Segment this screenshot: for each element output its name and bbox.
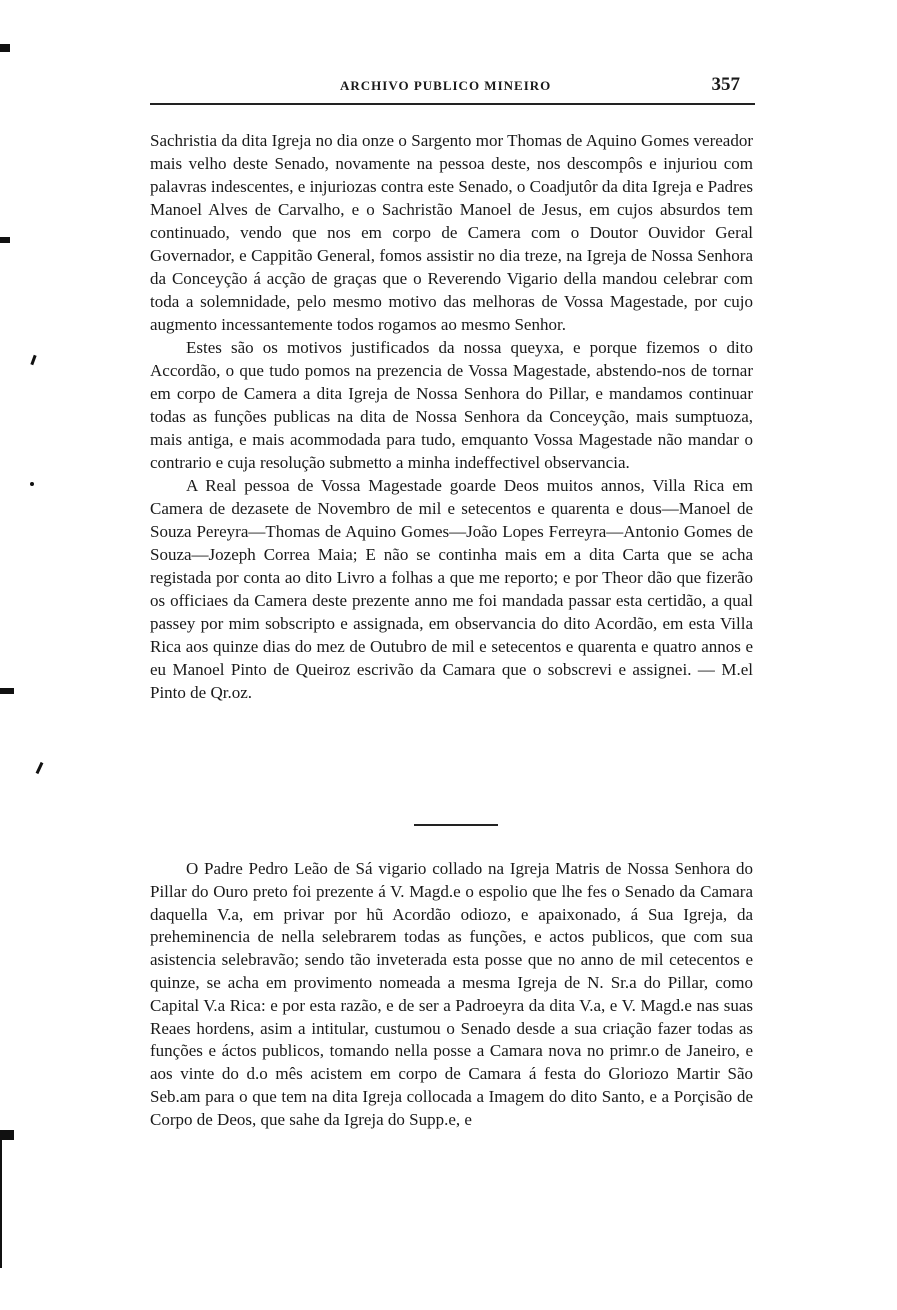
body-paragraph: A Real pessoa de Vossa Magestade goarde Deos muitos annos, Villa Rica em Camera de dezasete de Novembro de mil e setecentos e quarenta e dous—Manoel de Souza Pereyra—Thomas de Aquino Gomes—João Lopes Ferreyra—Antonio Gomes de Souza—Jozeph Correa Maia; E não se continha mais em a dita Carta que se acha registada por conta ao dito Livro a folhas a que me reporto; e por Theor dão que fizerão os officiaes da Camera deste prezente anno me foi mandada passar esta certidão, a qual passey por mim sobscripto e assignada, em observancia do dito Acordão, em esta Villa Rica aos quinze dias do mez de Outubro de mil e setecentos e quarenta e quatro annos e eu Manoel Pinto de Queiroz escrivão da Camara que o sobscrevi e assignei. — M.el Pinto de Qr.oz. (150, 476, 753, 702)
scan-margin-mark (0, 237, 10, 243)
petition-paragraph: O Padre Pedro Leão de Sá vigario collado na Igreja Matris de Nossa Senhora do Pillar do Ouro preto foi prezente á V. Magd.e o espolio que lhe fes o Senado da Camara daquella V.a, em privar por hũ Acordão odiozo, e apaixonado, á Sua Igreja, da preheminencia de nella selebrarem todas as funções, e actos publicos, que com sua asistencia selebravão; sendo tão inveterada esta posse que no anno de mil cetecentos e quinze, se acha em provimento nomeada a mesma Igreja de N. Sr.a do Pillar, como Capital V.a Rica: e por esta razão, e de ser a Padroeyra da dita V.a, e V. Magd.e nas suas Reaes hordens, asim a intitular, custumou o Senado desde a sua criação fazer todas as funções e áctos publicos, tomando nella posse a Camara nova no primr.o de Janeiro, e aos vinte do d.o mês acistem em corpo de Camara á festa do Gloriozo Martir São Seb.am para o que tem na dita Igreja collocada a Imagem do dito Santo, e a Porçisão de Corpo de Deos, que sahe da Igreja do Supp.e, e (150, 859, 753, 1129)
scan-margin-mark (0, 44, 10, 52)
scan-margin-mark (0, 688, 14, 694)
scan-margin-mark (0, 1130, 14, 1140)
header-rule (150, 103, 755, 105)
body-paragraph: Sachristia da dita Igreja no dia onze o Sargento mor Thomas de Aquino Gomes vereador mais velho deste Senado, novamente na pessoa deste, nos descompôs e injuriou com palavras indescentes, e injuriozas contra este Senado, o Coadjutôr da dita Igreja e Padres Manoel Alves de Carvalho, e o Sachristão Manoel de Jesus, em cujos absurdos tem continuado, vendo que nos em corpo de Camera com o Doutor Ouvidor Geral Governador, e Cappitão General, fomos assistir no dia treze, na Igreja de Nossa Senhora da Conceyção á acção de graças que o Reverendo Vigario della mandou celebrar com toda a solemnidade, pelo mesmo motivo das melhoras de Vossa Magestade, por cujo augmento incessantemente todos rogamos ao mesmo Senhor. (150, 131, 753, 334)
petition-body (150, 858, 753, 1132)
running-header (150, 72, 750, 102)
scan-margin-mark (0, 1138, 2, 1268)
scan-margin-mark (30, 482, 34, 486)
scan-margin-mark (36, 762, 44, 774)
scan-margin-mark (30, 355, 36, 365)
page-number: 357 (711, 74, 740, 95)
body-paragraph: Estes são os motivos justificados da nossa queyxa, e porque fizemos o dito Accordão, o que tudo pomos na prezencia de Vossa Magestade, abstendo-nos de tornar em corpo de Camera a dita Igreja de Nossa Senhora do Pillar, e mandamos continuar todas as funções publicas na dita de Nossa Senhora da Conceyção, mais sumptuoza, mais antiga, e mais acommodada para tudo, emquanto Vossa Magestade não mandar o contrario e cuja resolução submetto a minha indeffectivel observancia. (150, 338, 753, 472)
running-header-title: ARCHIVO PUBLICO MINEIRO (340, 78, 552, 93)
section-separator (414, 824, 498, 826)
letter-body (150, 129, 753, 704)
